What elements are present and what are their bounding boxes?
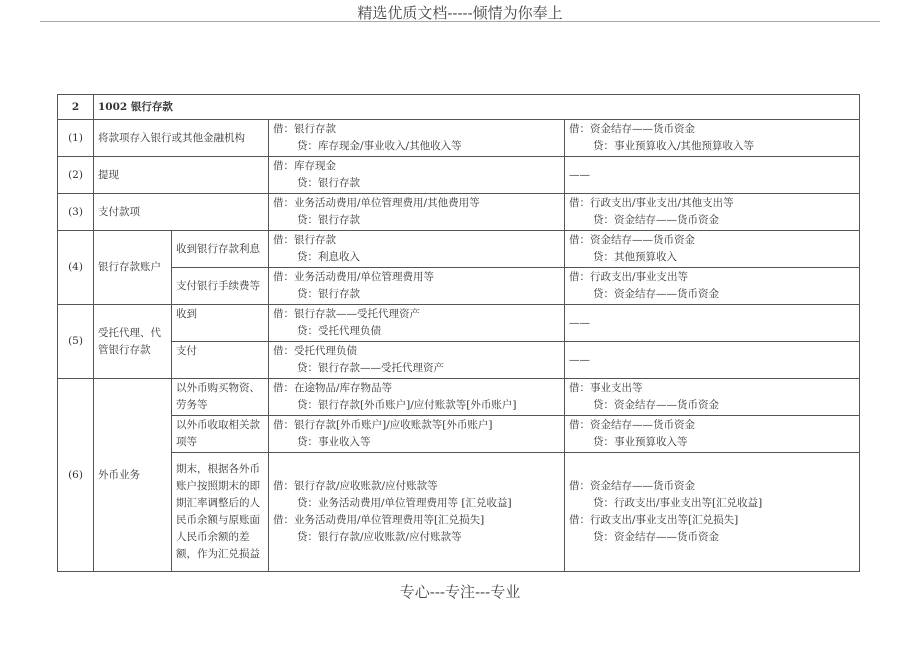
row-item: 支付款项: [94, 194, 269, 231]
entry-line: 借：资金结存——货币资金: [569, 234, 695, 246]
budget-entry: [565, 268, 860, 305]
entry-line: 贷：业务活动费用/单位管理费用等 [汇兑收益]: [297, 497, 512, 509]
table-row: [58, 342, 860, 379]
row-number: (6): [58, 379, 94, 572]
page-header: 精选优质文档-----倾情为你奉上: [357, 4, 563, 22]
entry-line: 借：业务活动费用/单位管理费用/其他费用等: [273, 197, 480, 209]
entry-line: 贷：库存现金/事业收入/其他收入等: [297, 140, 462, 152]
entry-line: 贷：银行存款/应收账款/应付账款等: [297, 531, 462, 543]
table-row: [58, 379, 860, 416]
entry-line: 贷：银行存款: [297, 177, 360, 189]
entry-line: 借：资金结存——货币资金: [569, 419, 695, 431]
page-footer: 专心---专注---专业: [399, 583, 521, 601]
entry-line: 借：库存现金: [273, 160, 336, 172]
row-item: 受托代理、代管银行存款: [94, 305, 172, 379]
row-subitem: 支付: [172, 342, 269, 379]
entry-line: 借：银行存款[外币账户]/应收账款等[外币账户]: [273, 419, 493, 431]
table-row: [58, 305, 860, 342]
entry-line: 借：资金结存——货币资金: [569, 123, 695, 135]
financial-entry: [269, 157, 565, 194]
row-number: (1): [58, 120, 94, 157]
entry-line: 借：银行存款/应收账款/应付账款等: [273, 480, 438, 492]
entry-line: 贷：银行存款——受托代理资产: [297, 362, 444, 374]
financial-entry: [269, 342, 565, 379]
entry-line: 借：行政支出/事业支出等[汇兑损失]: [569, 514, 739, 526]
budget-entry: ——: [565, 157, 860, 194]
budget-entry: [565, 416, 860, 453]
entry-line: 借：资金结存——货币资金: [569, 480, 695, 492]
header-divider: [40, 21, 880, 22]
row-number: (3): [58, 194, 94, 231]
row-item: 提现: [94, 157, 269, 194]
table-row: [58, 231, 860, 268]
entry-line: 借：行政支出/事业支出等: [569, 271, 689, 283]
row-item: 银行存款账户: [94, 231, 172, 305]
table-row: [58, 416, 860, 453]
budget-entry: ——: [565, 342, 860, 379]
financial-entry: [269, 453, 565, 572]
entry-line: 借：在途物品/库存物品等: [273, 382, 393, 394]
section-number: 2: [58, 95, 94, 120]
row-subitem: 收到: [172, 305, 269, 342]
entry-line: 贷：资金结存——货币资金: [593, 214, 719, 226]
section-title: 1002 银行存款: [94, 95, 860, 120]
entry-line: 借：业务活动费用/单位管理费用等: [273, 271, 435, 283]
financial-entry: [269, 379, 565, 416]
budget-entry: [565, 453, 860, 572]
entry-line: 贷：银行存款: [297, 288, 360, 300]
entry-line: 借：受托代理负债: [273, 345, 357, 357]
entry-line: 贷：其他预算收入: [593, 251, 677, 263]
entry-line: 贷：行政支出/事业支出等[汇兑收益]: [593, 497, 763, 509]
table-head-row: [58, 95, 860, 120]
financial-entry: [269, 231, 565, 268]
entry-line: 贷：资金结存——货币资金: [593, 399, 719, 411]
entry-line: 贷：资金结存——货币资金: [593, 531, 719, 543]
entry-line: 借：银行存款: [273, 234, 336, 246]
financial-entry: [269, 416, 565, 453]
budget-entry: [565, 194, 860, 231]
entry-line: 贷：银行存款: [297, 214, 360, 226]
financial-entry: [269, 194, 565, 231]
entry-line: 贷：银行存款[外币账户]/应付账款等[外币账户]: [297, 399, 517, 411]
entry-line: 贷：资金结存——货币资金: [593, 288, 719, 300]
row-number: (2): [58, 157, 94, 194]
entry-line: 借：银行存款——受托代理资产: [273, 308, 420, 320]
row-number: (4): [58, 231, 94, 305]
row-subitem: 以外币收取相关款项等: [172, 416, 269, 453]
row-item: 将款项存入银行或其他金融机构: [94, 120, 269, 157]
financial-entry: [269, 268, 565, 305]
row-subitem: 收到银行存款利息: [172, 231, 269, 268]
entry-line: 贷：事业预算收入等: [593, 436, 688, 448]
entry-line: 贷：事业收入等: [297, 436, 371, 448]
table-row: [58, 453, 860, 572]
accounting-entries-table: [57, 94, 860, 572]
table-row: [58, 120, 860, 157]
budget-entry: [565, 231, 860, 268]
budget-entry: [565, 379, 860, 416]
table-row: [58, 194, 860, 231]
entry-line: 借：行政支出/事业支出/其他支出等: [569, 197, 734, 209]
budget-entry: [565, 120, 860, 157]
row-subitem: 以外币购买物资、劳务等: [172, 379, 269, 416]
entry-line: 借：业务活动费用/单位管理费用等[汇兑损失]: [273, 514, 485, 526]
entry-line: 贷：受托代理负债: [297, 325, 381, 337]
entry-line: 借：银行存款: [273, 123, 336, 135]
financial-entry: [269, 305, 565, 342]
table-row: [58, 157, 860, 194]
entry-line: 贷：事业预算收入/其他预算收入等: [593, 140, 755, 152]
row-subitem: 期末，根据各外币账户按照期末的即期汇率调整后的人民币余额与原账面人民币余额的差额，作为汇兑损益: [172, 453, 269, 572]
row-number: (5): [58, 305, 94, 379]
budget-entry: ——: [565, 305, 860, 342]
entry-line: 贷：利息收入: [297, 251, 360, 263]
financial-entry: [269, 120, 565, 157]
row-subitem: 支付银行手续费等: [172, 268, 269, 305]
row-item: 外币业务: [94, 379, 172, 572]
table-row: [58, 268, 860, 305]
entry-line: 借：事业支出等: [569, 382, 643, 394]
